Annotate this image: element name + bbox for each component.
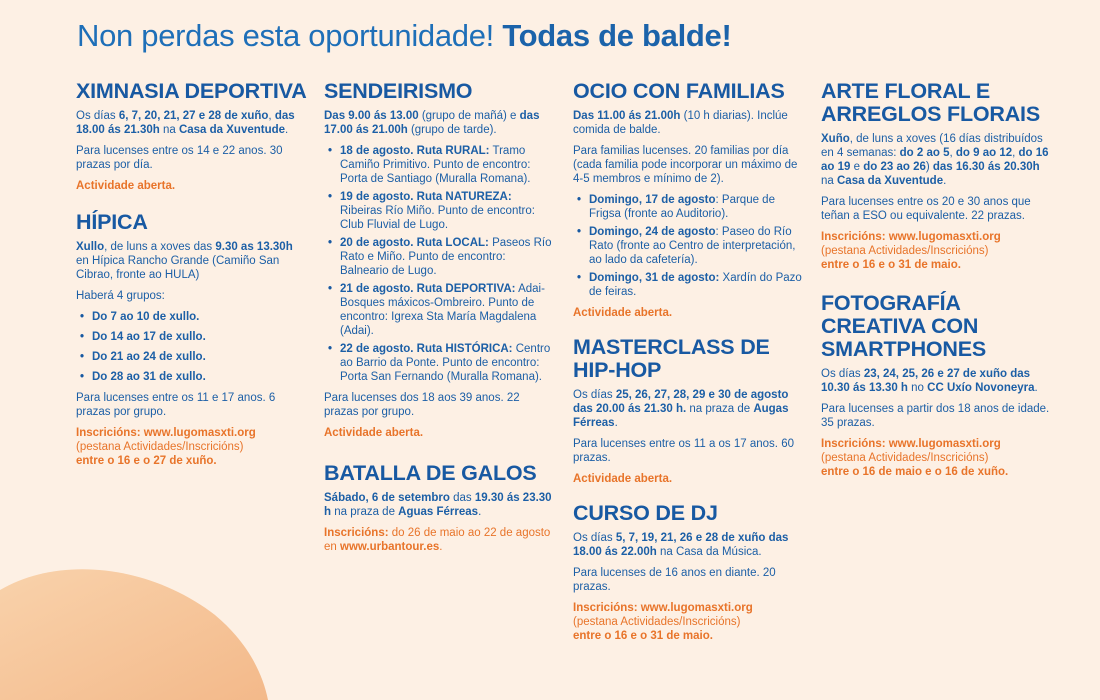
masterclass-schedule: Os días 25, 26, 27, 28, 29 e 30 de agosto das 20.00 ás 21.30 h. na praza de Augas Férreas. [573, 389, 789, 429]
list-item: • Domingo, 31 de agosto: Xardín do Pazo de feiras. [573, 271, 805, 299]
list-item: • Do 14 ao 17 de xullo. [76, 330, 308, 344]
inscriptions-link[interactable]: Inscricións: www.lugomasxti.org [573, 602, 753, 614]
masterclass-audience: Para lucenses entre os 11 a os 17 anos. 60 prazas. [573, 438, 794, 464]
hipica-audience: Para lucenses entre os 11 e 17 anos. 6 prazas por grupo. [76, 392, 276, 418]
column-3 [573, 80, 805, 655]
sendeirismo-title: SENDEIRISMO [324, 79, 473, 103]
inscriptions-link[interactable]: Inscricións: www.lugomasxti.org [821, 438, 1001, 450]
arte-audience: Para lucenses entre os 20 e 30 anos que teñan a ESO ou equivalente. 22 prazas. [821, 196, 1031, 222]
dj-audience: Para lucenses de 16 anos en diante. 20 prazas. [573, 567, 776, 593]
foto-title: FOTOGRAFÍA CREATIVA CON SMARTPHONES [821, 291, 987, 361]
batalla-schedule: Sábado, 6 de setembro das 19.30 ás 23.30 h na praza de Aguas Férreas. [324, 492, 552, 518]
hipica-groups-intro: Haberá 4 grupos: [76, 290, 165, 302]
column-4 [821, 80, 1053, 491]
section-ocio [573, 80, 805, 320]
list-item: • Domingo, 17 de agosto: Parque de Frigsa (fronte ao Auditorio). [573, 193, 805, 221]
masterclass-title: MASTERCLASS DE HIP-HOP [573, 335, 770, 382]
urbantour-link[interactable]: www.urbantour.es [340, 541, 440, 553]
hipica-title: HÍPICA [76, 210, 148, 234]
inscriptions-link[interactable]: Inscricións: www.lugomasxti.org [76, 427, 256, 439]
column-2 [324, 80, 556, 566]
arte-schedule: Xuño, de luns a xoves (16 días distribuídos en 4 semanas: do 2 ao 5, do 9 ao 12, do 16 ao 19 e do 23 ao 26) das 16.30 ás 20.30h na Casa da Xuventude. [821, 133, 1049, 187]
ximnasia-title: XIMNASIA DEPORTIVA [76, 79, 307, 103]
foto-schedule: Os días 23, 24, 25, 26 e 27 de xuño das 10.30 ás 13.30 h no CC Uxío Novoneyra. [821, 368, 1038, 394]
headline-bold: Todas de balde! [502, 18, 732, 53]
sendeirismo-schedule: Das 9.00 ás 13.00 (grupo de mañá) e das 17.00 ás 21.00h (grupo de tarde). [324, 110, 540, 136]
list-item: • Do 28 ao 31 de xullo. [76, 370, 308, 384]
arte-inscriptions: Inscricións: www.lugomasxti.org (pestana Actividades/Inscricións) entre o 16 e o 31 de maio. [821, 231, 1001, 271]
section-ximnasia [76, 80, 308, 193]
dj-title: CURSO DE DJ [573, 501, 718, 525]
section-dj [573, 502, 805, 643]
page-headline [77, 18, 732, 54]
dj-schedule: Os días 5, 7, 19, 21, 26 e 28 de xuño das 18.00 ás 22.00h na Casa da Música. [573, 532, 789, 558]
foto-audience: Para lucenses a partir dos 18 anos de idade. 35 prazas. [821, 403, 1050, 429]
list-item: • 20 de agosto. Ruta LOCAL: Paseos Río Rato e Miño. Punto de encontro: Balneario de Lugo. [324, 236, 556, 278]
dj-inscriptions: Inscricións: www.lugomasxti.org (pestana Actividades/Inscricións) entre o 16 e o 31 de maio. [573, 602, 753, 642]
hipica-groups-list [76, 310, 308, 384]
section-arte-floral [821, 80, 1053, 272]
list-item: • Do 7 ao 10 de xullo. [76, 310, 308, 324]
list-item: • 19 de agosto. Ruta NATUREZA: Ribeiras Río Miño. Punto de encontro: Club Fluvial de Lugo. [324, 190, 556, 232]
section-masterclass [573, 336, 805, 486]
hipica-schedule: Xullo, de luns a xoves das 9.30 as 13.30h en Hípica Rancho Grande (Camiño San Cibrao, fronte ao HULA) [76, 241, 293, 281]
sendeirismo-audience: Para lucenses dos 18 aos 39 anos. 22 prazas por grupo. [324, 392, 520, 418]
ocio-open: Actividade aberta. [573, 307, 673, 319]
headline-normal: Non perdas esta oportunidade! [77, 18, 494, 53]
ximnasia-schedule: Os días 6, 7, 20, 21, 27 e 28 de xuño, das 18.00 ás 21.30h na Casa da Xuventude. [76, 110, 295, 136]
foto-inscriptions: Inscricións: www.lugomasxti.org (pestana Actividades/Inscricións) entre o 16 de maio e o 16 de xuño. [821, 438, 1009, 478]
ximnasia-audience: Para lucenses entre os 14 e 22 anos. 30 prazas por día. [76, 145, 283, 171]
ocio-schedule: Das 11.00 ás 21.00h (10 h diarias). Inclúe comida de balde. [573, 110, 788, 136]
sendeirismo-open: Actividade aberta. [324, 427, 424, 439]
list-item: • 22 de agosto. Ruta HISTÓRICA: Centro ao Barrio da Ponte. Punto de encontro: Porta San Fernando (Muralla Romana). [324, 342, 556, 384]
list-item: • 18 de agosto. Ruta RURAL: Tramo Camiño Primitivo. Punto de encontro: Porta de Santiago (Muralla Romana). [324, 144, 556, 186]
masterclass-open: Actividade aberta. [573, 473, 673, 485]
ocio-title: OCIO CON FAMILIAS [573, 79, 785, 103]
batalla-title: BATALLA DE GALOS [324, 461, 537, 485]
inscriptions-link[interactable]: Inscricións: www.lugomasxti.org [821, 231, 1001, 243]
section-hipica [76, 211, 308, 468]
arte-title: ARTE FLORAL E ARREGLOS FLORAIS [821, 79, 1040, 126]
section-batalla [324, 462, 556, 554]
sendeirismo-routes [324, 144, 556, 384]
section-fotografia [821, 292, 1053, 479]
ocio-audience: Para familias lucenses. 20 familias por día (cada familia pode incorporar un máximo de 4-5 membros e mínimo de 2). [573, 145, 798, 185]
batalla-inscriptions: Inscricións: do 26 de maio ao 22 de agosto en www.urbantour.es. [324, 527, 551, 553]
section-sendeirismo [324, 80, 556, 440]
ximnasia-open: Actividade aberta. [76, 180, 176, 192]
ocio-days [573, 193, 805, 299]
column-1 [76, 80, 308, 480]
list-item: • Domingo, 24 de agosto: Paseo do Río Rato (fronte ao Centro de interpretación, ao lado da cafetería). [573, 225, 805, 267]
list-item: • Do 21 ao 24 de xullo. [76, 350, 308, 364]
hipica-inscriptions: Inscricións: www.lugomasxti.org (pestana Actividades/Inscricións) entre o 16 e o 27 de xuño. [76, 427, 256, 467]
list-item: • 21 de agosto. Ruta DEPORTIVA: Adai-Bosques máxicos-Ombreiro. Punto de encontro: Igrexa Sta María Magdalena (Adai). [324, 282, 556, 338]
